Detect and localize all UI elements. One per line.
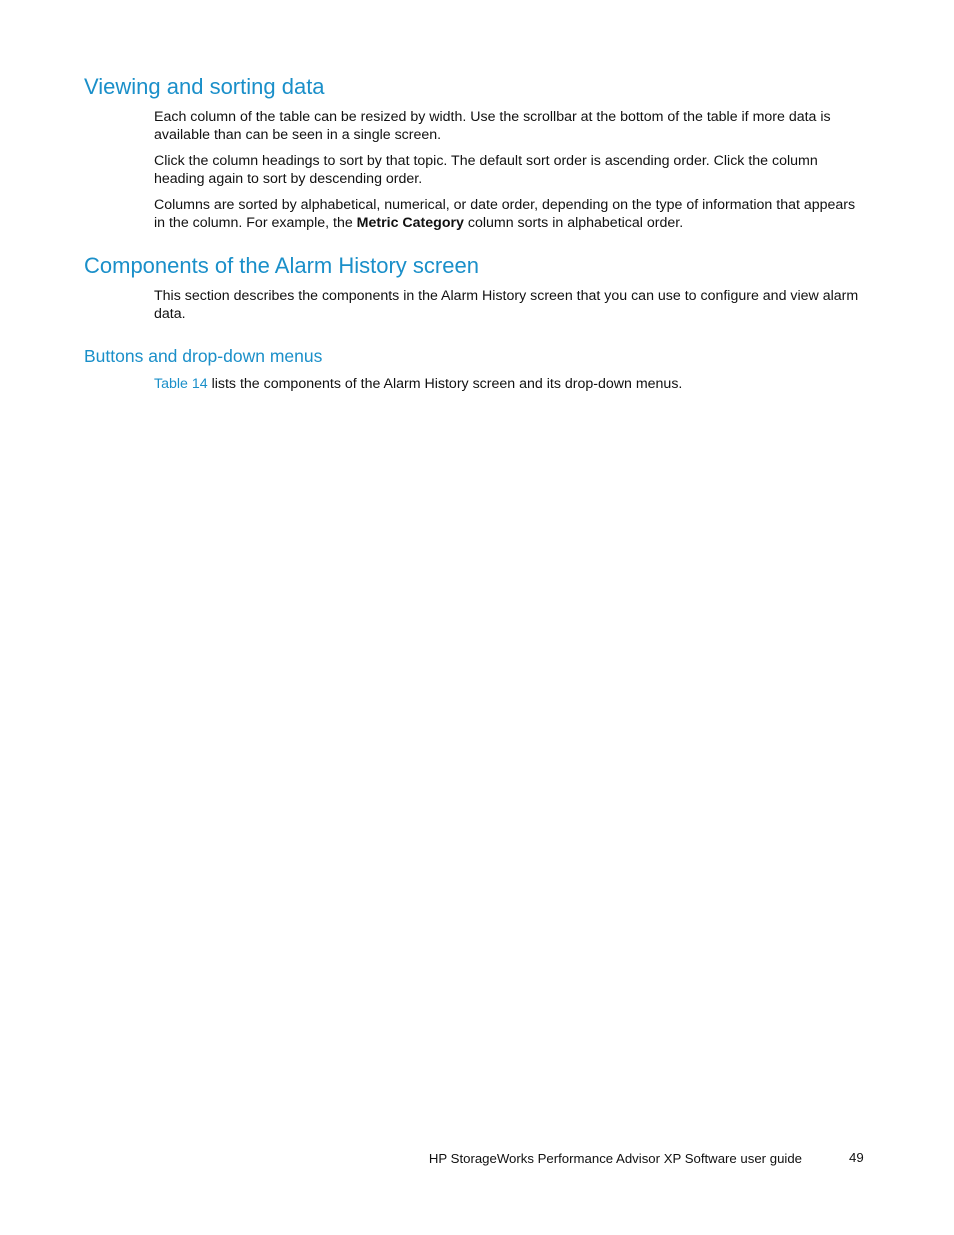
- metric-category-term: Metric Category: [356, 214, 464, 231]
- paragraph-table-reference-text: lists the components of the Alarm History screen and its drop-down menus.: [207, 376, 683, 392]
- paragraph-sort-order-text-1: Columns are sorted by alphabetical, numerical, or date order, depending on the type of information that appears in the column. For example, the: [154, 197, 856, 231]
- footer-document-title: HP StorageWorks Performance Advisor XP Software user guide: [428, 1151, 802, 1166]
- footer-page-number: 49: [849, 1150, 864, 1165]
- subsection-heading-buttons-menus: Buttons and drop-down menus: [84, 346, 323, 366]
- paragraph-table-reference: [154, 376, 862, 394]
- section-heading-viewing-sorting: Viewing and sorting data: [84, 74, 325, 99]
- paragraph-sort-order: [154, 197, 862, 232]
- table-14-link[interactable]: Table 14: [154, 376, 208, 392]
- paragraph-sort-order-text-2: column sorts in alphabetical order.: [463, 214, 684, 231]
- section-heading-components: Components of the Alarm History screen: [84, 253, 479, 278]
- paragraph-components-intro: This section describes the components in the Alarm History screen that you can use to configure and view alarm data.: [154, 288, 859, 322]
- paragraph-sort-headings: Click the column headings to sort by that topic. The default sort order is ascending order. Click the column heading again to sort by descending order.: [154, 153, 818, 187]
- paragraph-resize-columns: Each column of the table can be resized by width. Use the scrollbar at the bottom of the table if more data is available than can be seen in a single screen.: [154, 109, 831, 143]
